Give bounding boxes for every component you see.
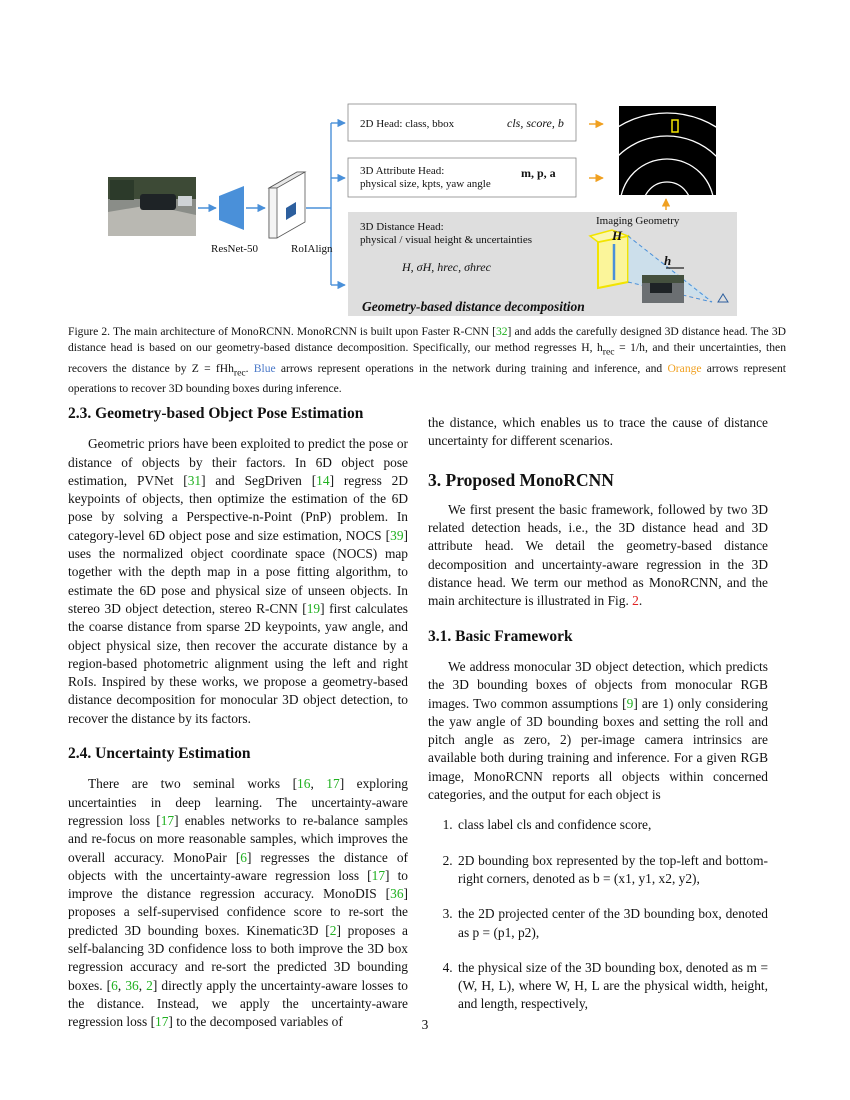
text: ] exploring uncertainties in deep learning. The uncertainty-aware regression loss [: [68, 776, 408, 828]
imaging-geometry-label: Imaging Geometry: [596, 215, 680, 227]
text: ] and SegDriven [: [201, 472, 317, 488]
left-column: [68, 405, 408, 1032]
figure-caption: [68, 324, 786, 397]
section-heading-2-3: 2.3. Geometry-based Object Pose Estimation: [68, 405, 364, 422]
text: ,: [310, 776, 327, 792]
head-2d-output: cls, score, b: [507, 116, 564, 130]
caption-subscript: rec: [602, 346, 615, 358]
caption-orange-word: Orange: [667, 361, 702, 375]
list-item: 1. class label cls and confidence score,: [456, 816, 768, 834]
citation-link[interactable]: 2: [146, 977, 153, 993]
text: ] to the decomposed variables of: [168, 1014, 343, 1030]
caption-text: arrows represent operations in the network during training and inference, and: [275, 361, 668, 375]
H-label: H: [612, 228, 623, 243]
citation-link[interactable]: 6: [240, 849, 247, 865]
citation-link[interactable]: 6: [111, 977, 118, 993]
text: ] first calculates the coarse distance from sparse 2D keypoints, yaw angle, and object physical size, then recover the accurate distance by a region-based photometric alignment using the left and right RoIs. Inspired by these works, we propose a geometry-based distance decomposition for monocular 3D object detection, to recover the distance by its factors.: [68, 600, 408, 726]
caption-text: Figure 2. The main architecture of MonoRCNN. MonoRCNN is built upon Faster R-CNN [: [68, 325, 496, 338]
citation-link[interactable]: 31: [187, 472, 202, 488]
text: ] to improve the distance regression accuracy. MonoDIS [: [68, 867, 408, 902]
citation-link[interactable]: 19: [306, 600, 321, 616]
head-dist-title: 3D Distance Head:: [360, 221, 444, 233]
text: There are two seminal works [: [88, 776, 298, 792]
paragraph-continuation: the distance, which enables us to trace the cause of distance uncertainty for different scenarios.: [428, 415, 768, 449]
text: ] enables networks to re-balance samples and re-focus on more reasonable samples, which improves the overall accuracy. MonoPair [: [68, 812, 408, 865]
paragraph-3-1: [428, 658, 768, 804]
h-label: h: [664, 253, 672, 268]
caption-subscript: rec: [233, 367, 246, 379]
citation-link[interactable]: 16: [297, 776, 311, 792]
citation-link[interactable]: 39: [390, 527, 404, 543]
output-list: [428, 816, 768, 1013]
section-heading-2-4: 2.4. Uncertainty Estimation: [68, 745, 251, 763]
list-item: 4. the physical size of the 3D bounding box, denoted as m = (W, H, L), where W, H, L are the physical width, height, and length, respectively,: [456, 959, 768, 1014]
text: ] regress 2D keypoints of objects, then optimize the estimation of the 6D pose by solving a Perspective-n-Point (PnP) problem. In category-level 6D object pose and size estimation, NOCS [: [68, 472, 408, 543]
input-image: [108, 177, 196, 236]
section-heading-3-1: 3.1. Basic Framework: [428, 627, 573, 645]
caption-text: ] and adds the carefully designed 3D distance head. The 3D distance head is based on our geometry-based distance decomposition. Specifically, our method regresses H, h: [68, 325, 786, 355]
paragraph-3: [428, 501, 768, 611]
head-attr-sub: physical size, kpts, yaw angle: [360, 178, 491, 190]
citation-link[interactable]: 9: [626, 695, 634, 711]
head-dist-sub: physical / visual height & uncertainties: [360, 234, 532, 246]
list-item: 3. the 2D projected center of the 3D bounding box, denoted as p = (p1, p2),: [456, 905, 768, 942]
resnet-label: ResNet-50: [211, 243, 259, 255]
paragraph-2-4: [68, 775, 408, 1031]
text: We address monocular 3D object detection, which predicts the 3D bounding boxes of objects from monocular RGB images. Two common assumptions [: [428, 658, 768, 711]
citation-link[interactable]: 17: [326, 776, 340, 792]
text: ,: [138, 977, 147, 993]
citation-link[interactable]: 17: [155, 1014, 169, 1030]
text: Geometric priors have been exploited to predict the pose or distance of objects by their factors. In 6D object pose estimation, PVNet [: [68, 436, 408, 488]
resnet-block-icon: [219, 186, 244, 230]
head-attr-title: 3D Attribute Head:: [360, 165, 445, 177]
citation-link[interactable]: 36: [390, 886, 404, 902]
citation-link[interactable]: 36: [125, 977, 139, 993]
decomposition-label: Geometry-based distance decomposition: [362, 299, 585, 314]
caption-text: .: [245, 361, 254, 375]
text: ] directly apply the uncertainty-aware losses to the distance. Instead, we apply the uncertainty-aware regression loss [: [68, 977, 408, 1030]
text: ] regresses the distance of objects with the uncertainty-aware regression loss [: [68, 849, 408, 883]
caption-text: = 1/h, and their uncertainties, then recovers the distance by Z = fHh: [68, 341, 787, 375]
section-heading-3: 3. Proposed MonoRCNN: [428, 469, 614, 490]
text: ] are 1) only considering the yaw angle of 3D bounding boxes and setting the roll and pitch angle as zero, 2) per-image camera intrinsics are available both during training and inference. For a given RGB image, MonoRCNN reports all objects within concerned categories, and the output for each object is: [428, 695, 768, 803]
text: .: [638, 593, 643, 609]
caption-blue-word: Blue: [253, 361, 276, 375]
text: ,: [117, 977, 126, 993]
citation-link[interactable]: 17: [371, 867, 386, 883]
right-column: [428, 414, 768, 1031]
list-item: 2. 2D bounding box represented by the top-left and bottom-right corners, denoted as b = (x1, y1, x2, y2),: [456, 852, 768, 889]
page-number: 3: [421, 1017, 429, 1032]
caption-text: arrows represent operations to recover 3D bounding boxes during inference.: [68, 361, 786, 396]
head-attr-output: m, p, a: [521, 166, 556, 180]
figure-link[interactable]: 2: [632, 593, 639, 609]
text: We first present the basic framework, followed by two 3D related detection heads, i.e., the 3D distance head and 3D attribute head. We detail the geometry-based distance decomposition and uncertainty-aware regression in the 3D distance head. We term our method as MonoRCNN, and the main architecture is illustrated in Fig.: [428, 501, 768, 609]
head-dist-output: H, σH, hrec, σhrec: [402, 260, 491, 274]
citation-link[interactable]: 14: [316, 472, 330, 488]
text: ] proposes a self-supervised confidence score to re-sort the predicted 3D bounding boxes. Kinematic3D [: [68, 886, 408, 938]
head-2d-label: 2D Head: class, bbox: [360, 118, 455, 130]
text: ] proposes a self-balancing 3D confidence loss to both improve the 3D box regression accuracy and re-sort the predicted 3D bounding boxes. [: [68, 922, 408, 993]
paragraph-2-3: [68, 435, 408, 728]
citation-link[interactable]: 32: [495, 325, 508, 338]
citation-link[interactable]: 2: [329, 922, 337, 938]
citation-link[interactable]: 17: [160, 812, 175, 828]
text: ] uses the normalized object coordinate space (NOCS) map together with the depth map in a pose fitting algorithm, to estimate the 6D pose and physical size of unseen objects. In stereo 3D object detection, stereo R-CNN [: [68, 527, 408, 616]
roialign-block-icon: [269, 172, 305, 238]
roialign-label: RoIAlign: [291, 243, 333, 255]
